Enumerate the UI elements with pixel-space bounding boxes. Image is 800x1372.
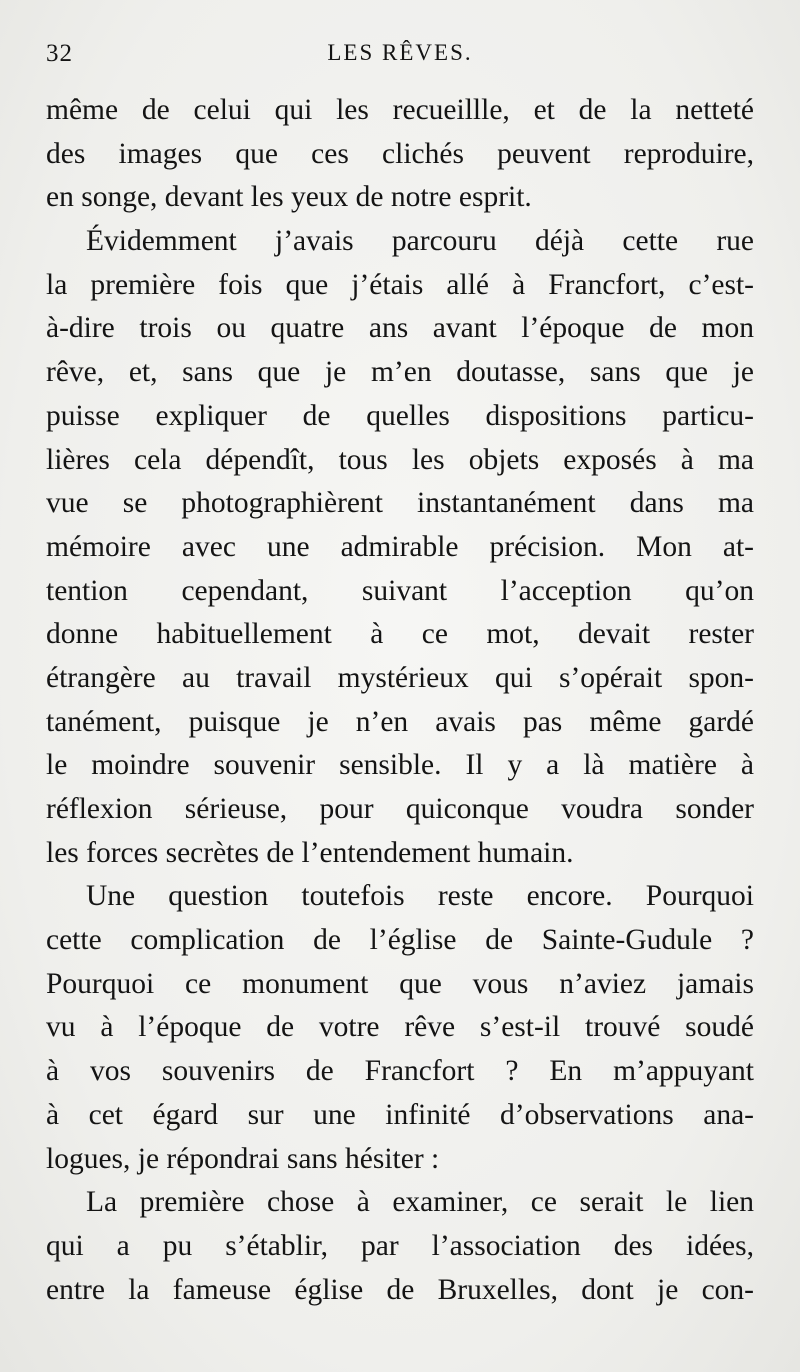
running-title: LES RÊVES. bbox=[327, 40, 473, 65]
text-line: tanément, puisque je n’en avais pas même gardé bbox=[46, 705, 754, 738]
text-line: Une question toutefois reste encore. Pourquoi bbox=[86, 880, 754, 913]
text-line: des images que ces clichés peuvent reproduire, bbox=[46, 137, 754, 170]
body-text bbox=[46, 89, 754, 1312]
text-line: Évidemment j’avais parcouru déjà cette rue bbox=[86, 225, 754, 258]
text-line: lières cela dépendît, tous les objets exposés à ma bbox=[46, 443, 754, 476]
text-line: en songe, devant les yeux de notre esprit. bbox=[46, 181, 532, 214]
text-line: à cet égard sur une infinité d’observations ana- bbox=[46, 1098, 754, 1131]
text-line: vu à l’époque de votre rêve s’est-il trouvé soudé bbox=[46, 1011, 754, 1044]
text-line: réflexion sérieuse, pour quiconque voudra sonder bbox=[46, 793, 754, 825]
page-number: 32 bbox=[46, 40, 73, 67]
page-header bbox=[46, 40, 754, 80]
text-line: même de celui qui les recueillle, et de la netteté bbox=[46, 94, 754, 126]
text-line: rêve, et, sans que je m’en doutasse, sans que je bbox=[46, 356, 754, 389]
text-line: à vos souvenirs de Francfort ? En m’appuyant bbox=[46, 1055, 754, 1088]
text-line: le moindre souvenir sensible. Il y a là matière à bbox=[46, 749, 754, 782]
text-line: étrangère au travail mystérieux qui s’opérait spon- bbox=[46, 661, 754, 694]
text-line: puisse expliquer de quelles dispositions particu- bbox=[46, 399, 754, 432]
text-line: à-dire trois ou quatre ans avant l’époque de mon bbox=[46, 312, 754, 345]
text-line: logues, je répondrai sans hésiter : bbox=[46, 1142, 440, 1175]
text-line: tention cependant, suivant l’acception qu’on bbox=[46, 574, 754, 607]
text-line: qui a pu s’établir, par l’association des idées, bbox=[46, 1229, 754, 1262]
text-line: la première fois que j’étais allé à Francfort, c’est- bbox=[46, 268, 754, 301]
text-line: Pourquoi ce monument que vous n’aviez jamais bbox=[46, 967, 754, 1000]
text-line: mémoire avec une admirable précision. Mon at- bbox=[46, 530, 754, 563]
text-line: les forces secrètes de l’entendement humain. bbox=[46, 836, 574, 869]
text-line: entre la fameuse église de Bruxelles, dont je con- bbox=[46, 1273, 754, 1306]
text-line: vue se photographièrent instantanément dans ma bbox=[46, 487, 754, 520]
text-line: cette complication de l’église de Sainte-Gudule ? bbox=[46, 924, 754, 957]
text-line: donne habituellement à ce mot, devait rester bbox=[46, 618, 754, 651]
text-line: La première chose à examiner, ce serait le lien bbox=[86, 1186, 754, 1219]
